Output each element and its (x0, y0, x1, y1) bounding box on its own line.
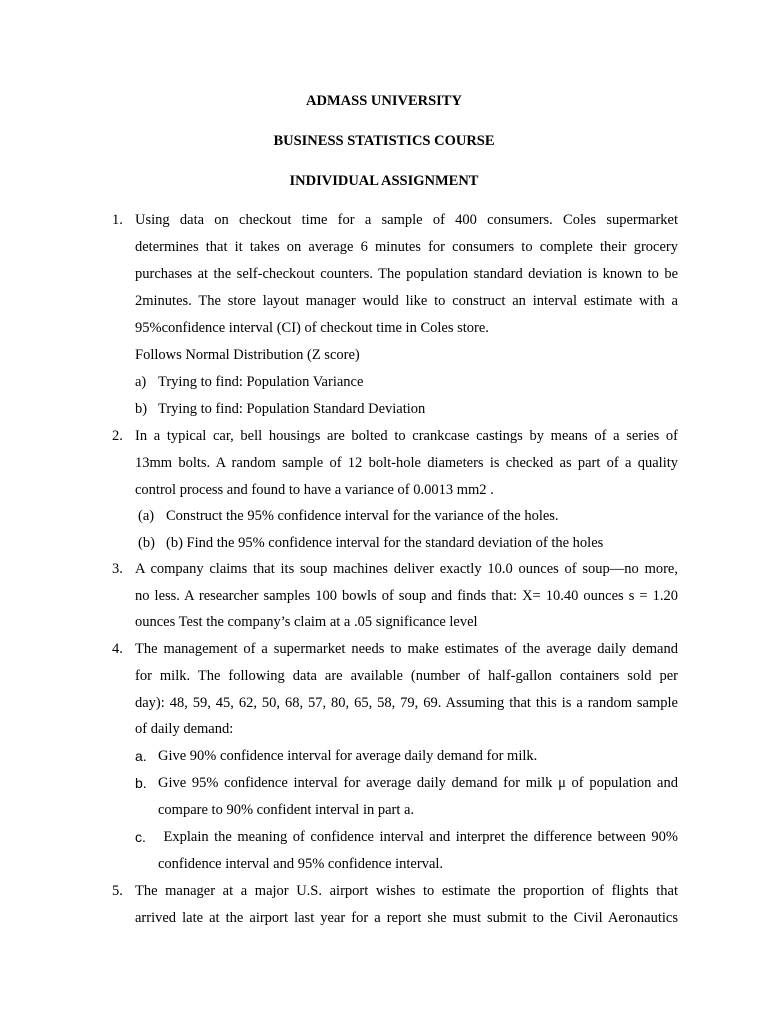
sub-label: a) (135, 374, 147, 390)
sub-question: Trying to find: Population Variance (158, 374, 364, 390)
question-line: In a typical car, bell housings are bolted to crankcase castings by means of a series of (135, 428, 678, 444)
sub-question: (b) Find the 95% confidence interval for the standard deviation of the holes (166, 535, 604, 551)
question-line: determines that it takes on average 6 minutes for consumers to complete their grocery (135, 239, 678, 255)
question-number: 2. (112, 428, 123, 444)
sub-question: Trying to find: Population Standard Deviation (158, 401, 426, 417)
question-note: Follows Normal Distribution (Z score) (135, 347, 360, 363)
sub-label: c. (135, 829, 146, 845)
sub-label: b) (135, 401, 148, 417)
sub-question-cont: compare to 90% confident interval in part a. (158, 802, 415, 818)
question-number: 1. (112, 212, 123, 228)
question-line: 13mm bolts. A random sample of 12 bolt-hole diameters is checked as part of a quality (135, 455, 678, 471)
course-title: BUSINESS STATISTICS COURSE (273, 133, 495, 149)
question-number: 4. (112, 641, 123, 657)
sub-label: (b) (138, 535, 155, 551)
sub-label: (a) (138, 508, 155, 524)
sub-label: a. (135, 748, 147, 764)
question-line: of daily demand: (135, 721, 234, 737)
question-line: no less. A researcher samples 100 bowls of soup and finds that: X= 10.40 ounces s = 1.20 (135, 588, 678, 604)
sub-question: Give 90% confidence interval for average daily demand for milk. (158, 748, 538, 764)
question-line: A company claims that its soup machines deliver exactly 10.0 ounces of soup—no more, (135, 561, 678, 577)
sub-label: b. (135, 775, 147, 791)
university-title: ADMASS UNIVERSITY (306, 93, 462, 109)
sub-question: Give 95% confidence interval for average daily demand for milk μ of population and (158, 775, 678, 791)
question-line: Using data on checkout time for a sample of 400 consumers. Coles supermarket (135, 212, 678, 228)
question-line: 95%confidence interval (CI) of checkout time in Coles store. (135, 320, 489, 336)
question-line: day): 48, 59, 45, 62, 50, 68, 57, 80, 65, 58, 79, 69. Assuming that this is a random sample (135, 695, 678, 711)
question-line: The manager at a major U.S. airport wishes to estimate the proportion of flights that (135, 883, 678, 899)
sub-question: Construct the 95% confidence interval for the variance of the holes. (166, 508, 559, 524)
question-line: control process and found to have a variance of 0.0013 mm2 . (135, 482, 494, 498)
question-line: ounces Test the company’s claim at a .05 significance level (135, 614, 478, 630)
question-line: purchases at the self-checkout counters. The population standard deviation is known to be (135, 266, 678, 282)
assignment-title: INDIVIDUAL ASSIGNMENT (289, 173, 479, 189)
question-number: 5. (112, 883, 123, 899)
question-line: The management of a supermarket needs to make estimates of the average daily demand (135, 641, 678, 657)
question-number: 3. (112, 561, 123, 577)
sub-question-cont: confidence interval and 95% confidence interval. (158, 856, 444, 872)
sub-question: Explain the meaning of confidence interval and interpret the difference between 90% (158, 829, 678, 845)
question-line: 2minutes. The store layout manager would like to construct an interval estimate with a (135, 293, 678, 309)
question-line: arrived late at the airport last year for a report she must submit to the Civil Aeronautics (135, 910, 678, 926)
question-line: for milk. The following data are available (number of half-gallon containers sold per (135, 668, 678, 684)
